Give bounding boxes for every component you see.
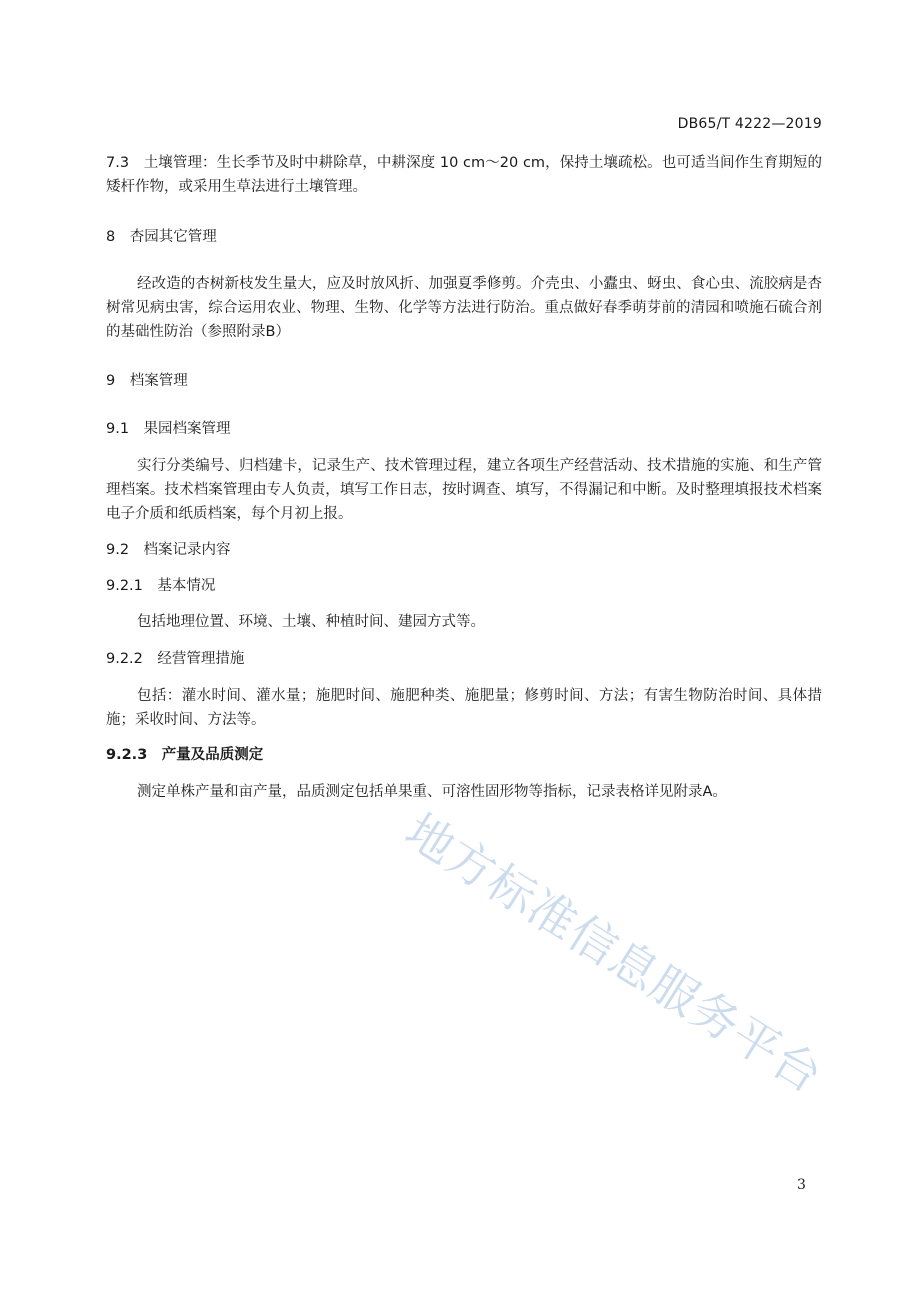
section-9-heading: 9 档案管理 [106, 373, 188, 389]
section-8-body: 经改造的杏树新枝发生量大，应及时放风折、加强夏季修剪。介壳虫、小蠹虫、蚜虫、食心虫、流胶病是杏树常见病虫害，综合运用农业、物理、生物、化学等方法进行防治。重点做好春季萌芽前的清园和喷施石硫合剂的基础性防治（参照附录B） [106, 276, 822, 340]
clause-9-2-2-body: 包括：灌水时间、灌水量；施肥时间、施肥种类、施肥量；修剪时间、方法；有害生物防治时间、具体措施；采收时间、方法等。 [106, 688, 822, 728]
clause-9-2-2-heading: 9.2.2 经营管理措施 [106, 651, 245, 667]
document-code: DB65/T 4222—2019 [677, 116, 822, 132]
clause-9-2-heading: 9.2 档案记录内容 [106, 542, 231, 558]
clause-7-3: 7.3 土壤管理：生长季节及时中耕除草，中耕深度 10 cm～20 cm，保持土壤疏松。也可适当间作生育期短的矮杆作物，或采用生草法进行土壤管理。 [106, 155, 822, 195]
clause-9-2-1-heading: 9.2.1 基本情况 [106, 578, 216, 594]
clause-9-1-heading: 9.1 果园档案管理 [106, 421, 231, 437]
page-number: 3 [797, 1177, 806, 1193]
clause-9-1-body: 实行分类编号、归档建卡，记录生产、技术管理过程，建立各项生产经营活动、技术措施的实施、和生产管理档案。技术档案管理由专人负责，填写工作日志，按时调查、填写，不得漏记和中断。及时整理填报技术档案电子介质和纸质档案，每个月初上报。 [106, 458, 822, 522]
section-8-heading: 8 杏园其它管理 [106, 229, 217, 245]
watermark: 地方标准信息服务平台 [395, 803, 832, 1105]
clause-9-2-3-heading: 9.2.3 产量及品质测定 [106, 747, 264, 763]
clause-9-2-3-body: 测定单株产量和亩产量，品质测定包括单果重、可溶性固形物等指标，记录表格详见附录A。 [137, 784, 727, 800]
clause-9-2-1-body: 包括地理位置、环境、土壤、种植时间、建园方式等。 [137, 614, 485, 630]
